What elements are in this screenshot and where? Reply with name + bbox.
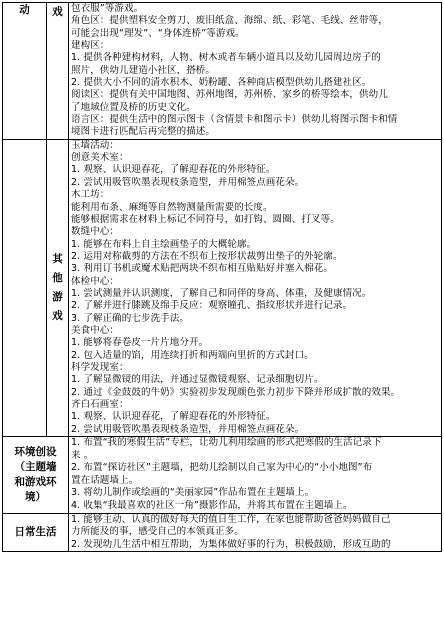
content-line: 能利用布条、麻绳等自然物测量所需要的长度。 [71,201,273,213]
subcategory-char: 戏 [52,309,63,322]
content-line: 2. 布置“探访社区”主题墙，把幼儿绘制以自己家为中心的“小小地图”布 [71,462,373,474]
content-line: 美食中心： [71,324,120,336]
content-line: 3. 将幼儿制作或绘画的“美丽家园”作品布置在主题墙上。 [71,487,315,499]
subcategory-char: 戏 [52,6,63,18]
content-line: 玉墙活动： [71,139,120,151]
content-line: 角色区：提供塑料安全剪刀、废旧纸盒、海绵、纸、彩笔、毛线、丝带等， [71,15,388,27]
category-cell [3,139,47,436]
content-line: 2. 尝试用吸管吹墨表现枝条造型，并用棉签点画花朵。 [71,176,305,188]
subcategory-char: 其 [52,252,63,265]
content-line: 1. 能够在布料上自主绘画垫子的大概轮廓。 [71,238,257,250]
content-line: 1. 能够将春卷皮一片片地分开。 [71,337,209,349]
content-line: 1. 布置“我的寒假生活”专栏，让幼儿利用绘画的形式把寒假的生活记录下 [71,437,382,449]
content-line: 齐白石画室： [71,399,129,410]
table-row [3,139,442,436]
subcategory-cell [47,3,69,140]
content-line: 1. 观察、认识迎春花，了解迎春花的外形特征。 [71,164,276,176]
content-line: 创意美术室： [71,152,129,164]
content-line: 1. 能够主动、认真的做好每天的值日生工作，在家也能帮助爸爸妈妈做自己 [71,513,391,525]
category-cell [3,513,69,552]
content-cell [69,139,442,436]
content-line: 建构区： [71,40,110,52]
table-row [3,3,442,140]
content-line: 能够根据需求在材料上标记不同符号，如打钩、圆圈、打叉等。 [71,213,340,225]
content-cell [69,3,442,140]
content-line: 2. 包入适量的馅，用连续打折和两端向里折的方式封口。 [71,349,314,361]
content-line: 4. 收集“我最喜欢的社区一角”摄影作品，并将其布置在主题墙上。 [71,500,353,511]
content-line: 境图卡进行匹配后再完整的描述。 [71,126,216,138]
content-line: 3. 利用订书机或魔术贴把两块不织布相互贴贴好并塞入棉花。 [71,263,333,275]
category-label: 境） [25,490,46,503]
category-label: 日常生活 [14,525,57,538]
content-line: 包衣服”等游戏。 [71,3,144,14]
content-line: 数缝中心： [71,226,120,238]
content-line: 可能会出现“理发”、“身体连桥”等游戏。 [71,27,245,39]
content-line: 2. 尝试用吸管吹墨表现枝条造型，并用棉签点画花朵。 [71,423,305,435]
category-label: （主题墙 [14,460,57,473]
content-line: 体检中心： [71,275,120,287]
content-line: 来 。 [71,449,94,461]
content-line: 照片，供幼儿建造小社区，搭桥。 [71,64,216,76]
content-line: 2. 通过《金鼓鼓的牛奶》实验初步发现颜色张力初步下降并形成扩散的效果。 [71,386,401,398]
content-line: 2. 了解并进行膝跳及绵手反应：观察瞳孔、指纹形状并进行记录。 [71,300,353,312]
content-line: 语言区：提供生活中的图示图卡（含情景卡和图示卡）供幼儿将图示图卡和情 [71,114,398,126]
content-line: 木工坊： [71,189,110,201]
content-line: 2. 提供大小不同的清水积木、奶粉罐、各种商店模型供幼儿搭建社区。 [71,77,372,89]
content-line: 了地域位置及桥的历史文化。 [71,101,196,113]
content-line: 力所能及的事，感受自己的本领真正多。 [71,526,244,538]
content-line: 2. 发现幼儿生活中相互帮助，为集体做好事的行为，积极鼓励，形成互助的 [71,538,391,550]
category-label: 环境创设 [14,445,57,458]
content-line: 2. 运用对称截剪的方法在不织布上按形状裁剪出垫子的外轮廓。 [71,250,343,262]
content-cell [69,437,442,514]
table-row [3,513,442,552]
category-label: 和游戏环 [14,475,57,488]
content-line: 1. 观察、认识迎春花，了解迎春花的外形特征。 [71,411,276,423]
content-line: 科学发现室： [71,361,129,373]
content-line: 1. 了解显微镜的用法，并通过显微镜观察、记录细胞切片。 [71,374,324,386]
subcategory-cell [47,139,69,436]
subcategory-char: 游 [52,290,63,303]
content-line: 阅读区：提供有关中国地图、苏州地图，苏州桥、家乡的桥等绘本，供幼儿 [71,89,388,101]
content-line: 置在话题墙上。 [71,474,139,486]
subcategory-char: 他 [52,271,63,284]
content-line: 1. 提供各种建构材料，人物、树木或者车辆小道具以及幼儿园周边房子的 [71,52,381,64]
table-row [3,437,442,514]
category-label: 动 [19,4,30,16]
content-line: 3. 了解正确的七步洗手法。 [71,312,189,324]
content-line: 1. 尝试测量并认识测度，了解自己和同伴的身高、体重，及健康情况。 [71,287,372,299]
plan-table [2,2,442,552]
category-cell [3,3,47,140]
category-cell [3,437,69,514]
content-cell [69,513,442,552]
